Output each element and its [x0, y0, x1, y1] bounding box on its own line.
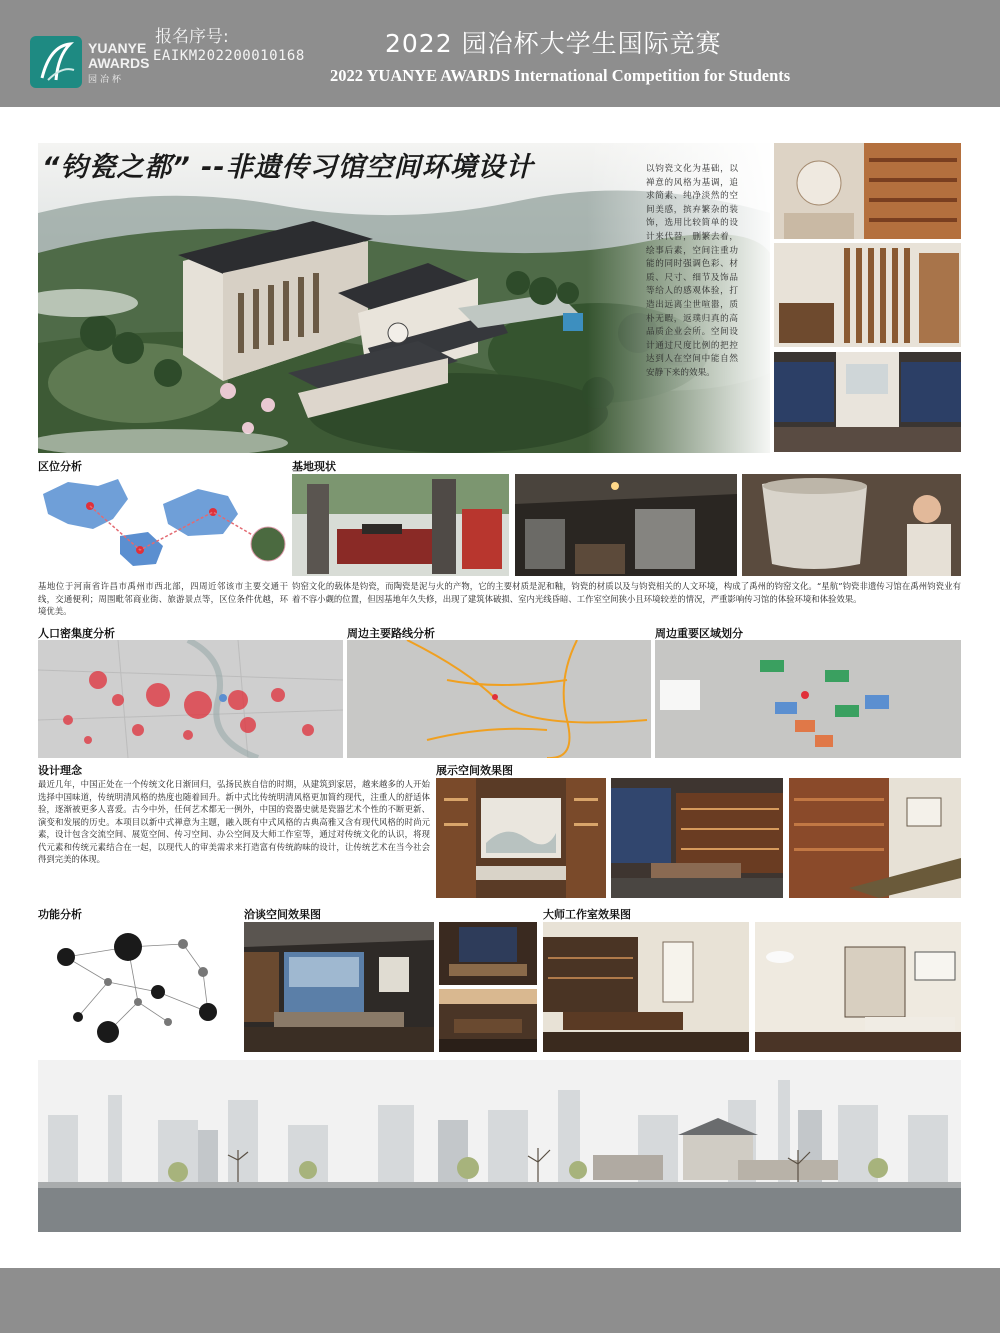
exhibition-render-1: [436, 778, 606, 898]
poster-main-title: “钧瓷之都” --非遗传习馆空间环境设计: [42, 152, 534, 183]
section-title-pois: 周边重要区域划分: [655, 627, 743, 640]
section-title-population: 人口密集度分析: [38, 627, 115, 640]
section-title-function: 功能分析: [38, 908, 82, 921]
interior-photo-2: [774, 243, 961, 347]
tearoom-render-main: [244, 922, 434, 1052]
site-elevation-illustration: [38, 1060, 961, 1232]
registration-label: 报名序号:: [155, 27, 229, 47]
site-photo-gate: [292, 474, 509, 576]
site-description: 钧窑文化的载体是钧瓷，而陶瓷是泥与火的产物，它的主要材质是泥和釉，钧瓷的材质以及与钧瓷相关的人文环境，构成了禹州的钧窑文化。“星航”钧瓷非遗传习馆在禹州钧瓷业有着不容小觑的位置，但因基地年久失修，出现了建筑体破损、室内光线昏暗、工作室空间狭小且环境较差的情况，严重影响传习馆的体验环境和体验效果。: [292, 581, 961, 604]
site-photo-artisan: [742, 474, 961, 576]
section-title-site: 基地现状: [292, 460, 336, 473]
logo-text-yuanye: YUANYE: [88, 40, 147, 56]
section-title-traffic: 周边主要路线分析: [347, 627, 435, 640]
exhibition-render-3: [789, 778, 961, 898]
tearoom-render-3: [439, 989, 537, 1052]
section-title-concept: 设计理念: [38, 764, 82, 777]
yuanye-logo-icon: [30, 36, 82, 88]
section-title-studio: 大师工作室效果图: [543, 908, 631, 921]
design-intro-text: 以钧瓷文化为基础，以禅意的风格为基调，追求简素、纯净淡然的空间美感，摈弃繁杂的装饰，选用比较简单的设计来代替，删繁去着，绘事后素，空间注重功能的同时强调色彩、材质、尺寸、细节及饰品等给人的感观体验，打造出远离尘世喧嚣，质朴无暇，返璞归真的高品质企业会所。空间设计通过尺度比例的把控达到人在空间中能自然安静下来的效果。: [646, 164, 738, 378]
studio-render-2: [755, 922, 961, 1052]
logo-text-cn: 园冶杯: [88, 75, 125, 85]
studio-render-1: [543, 922, 749, 1052]
registration-number: EAIKM202200010168: [153, 48, 305, 64]
site-photo-workshop: [515, 474, 737, 576]
interior-photo-3: [774, 352, 961, 452]
design-concept-text: 最近几年，中国正处在一个传统文化日渐回归，弘扬民族自信的时期，从建筑到家居，越来越多的人开始选择中国味道，传统明清风格的热度也随着回升。新中式比传统明清风格更加简约现代，注重人的舒适体验，逐渐被更多人喜爱。古今中外，任何艺术都无一例外，中国的瓷器史就是瓷器艺术个性的不断更新、演变和发展的历史。本项目以新中式禅意为主题，融入既有中式风格的古典高雅又含有现代风格的时尚元素，设计包含交流空间、展览空间、传习空间、办公空间及大师工作室等，通过对传统文化的认识，将现代元素和传统元素结合在一起，以现代人的审美需求来打造富有传统韵味的设计，让传统艺术在当今社会得到完美的体现。: [38, 779, 430, 864]
competition-title-cn: 2022 园冶杯大学生国际竞赛: [385, 29, 722, 58]
function-bubble-diagram: [38, 922, 238, 1052]
interior-photo-1: [774, 143, 961, 239]
population-density-map: [38, 640, 343, 758]
traffic-route-map: [347, 640, 651, 758]
section-title-location: 区位分析: [38, 460, 82, 473]
section-title-exhibition: 展示空间效果图: [436, 764, 513, 777]
poi-zoning-map: [655, 640, 961, 758]
competition-title-en: 2022 YUANYE AWARDS International Competition for Students: [330, 66, 791, 85]
logo-text-awards: AWARDS: [88, 55, 150, 71]
exhibition-render-2: [611, 778, 783, 898]
tearoom-render-2: [439, 922, 537, 985]
location-map: [38, 474, 288, 574]
footer-bar: [0, 1268, 1000, 1333]
location-description: 基地位于河南省许昌市禹州市西北部，四周近邻该市主要交通干线，交通便利；周围毗邻商业街、旅游景点等，区位条件优越，环境优美。: [38, 581, 288, 616]
section-title-tearoom: 洽谈空间效果图: [244, 908, 321, 921]
